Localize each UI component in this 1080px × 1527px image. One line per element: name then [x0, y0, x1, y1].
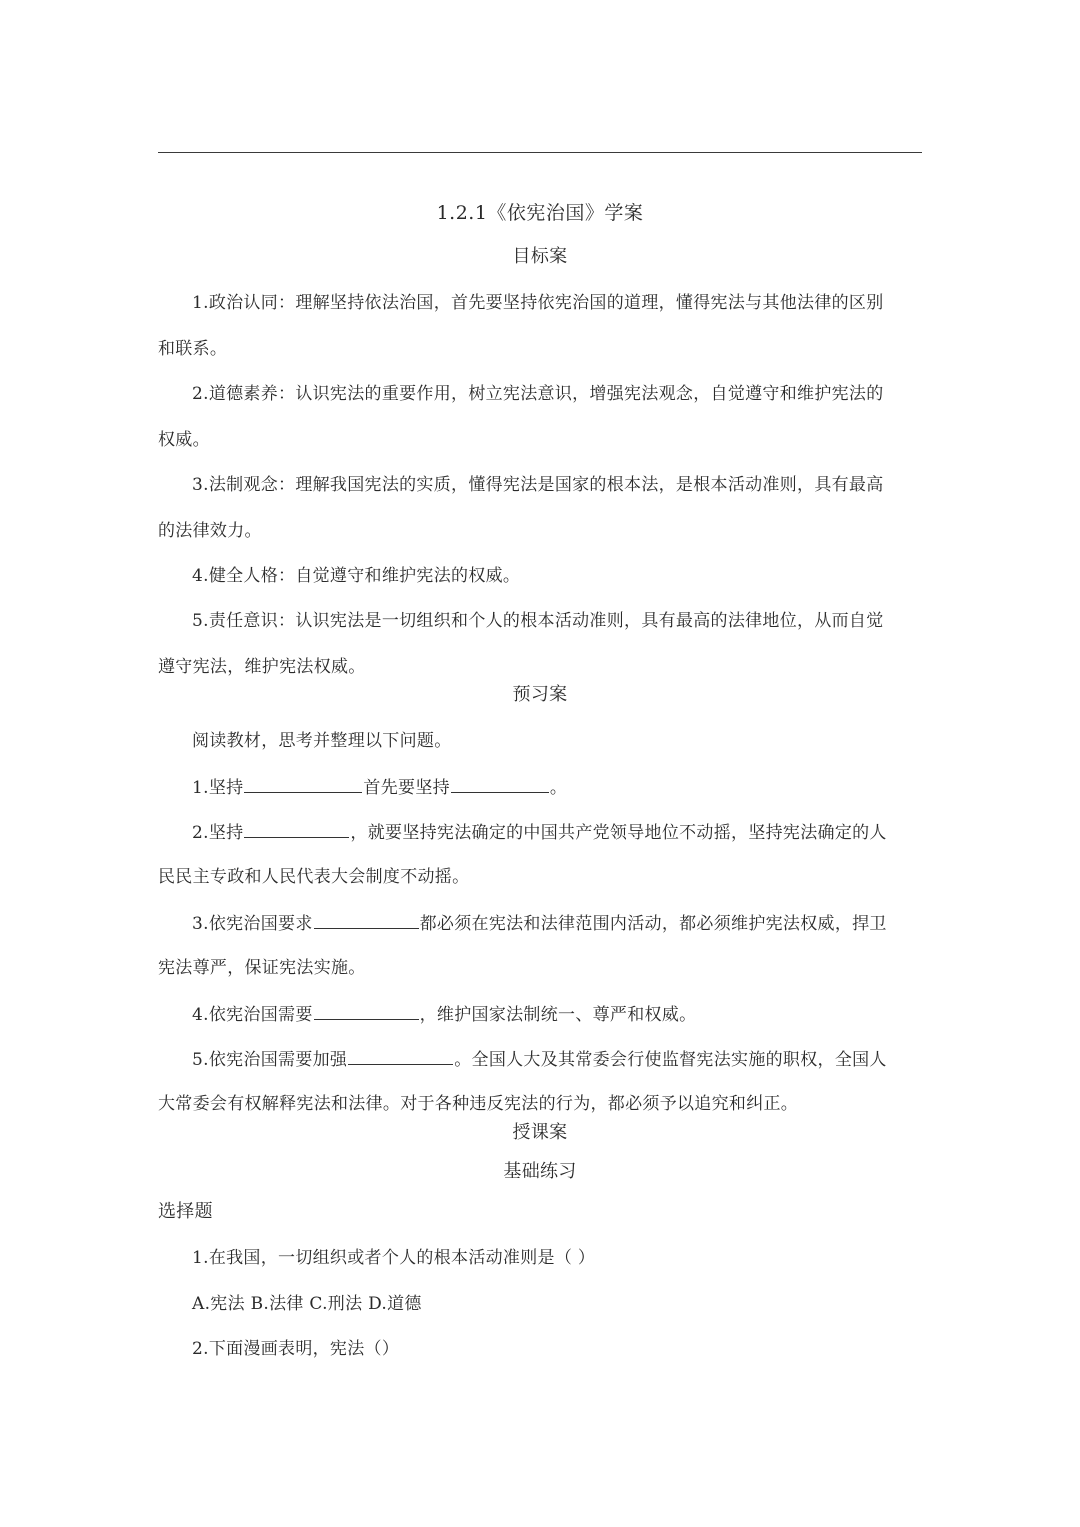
preview-q4-text-a: 4.依宪治国需要 — [192, 1005, 313, 1025]
preview-question-2 — [192, 819, 922, 845]
document-title: 1.2.1《依宪治国》学案 — [436, 202, 644, 224]
choice-questions-label: 选择题 — [158, 1201, 213, 1222]
choice-question-2: 2.下面漫画表明，宪法（） — [192, 1339, 400, 1359]
preview-question-3-line-2: 宪法尊严，保证宪法实施。 — [158, 958, 366, 978]
preview-question-4 — [192, 1001, 922, 1027]
preview-q5-text-a: 5.依宪治国需要加强 — [192, 1050, 348, 1070]
section-heading-preview: 预习案 — [512, 684, 568, 705]
section-heading-goals: 目标案 — [512, 246, 568, 267]
preview-q5-blank[interactable] — [348, 1046, 453, 1065]
preview-question-3 — [192, 910, 922, 936]
preview-question-5 — [192, 1046, 922, 1072]
goal-2-line-2: 权威。 — [158, 430, 210, 450]
preview-q4-text-b: ，维护国家法制统一、尊严和权威。 — [419, 1005, 697, 1025]
section-heading-lesson: 授课案 — [512, 1122, 568, 1143]
preview-q3-blank[interactable] — [314, 910, 419, 929]
goal-4-line-1: 4.健全人格：自觉遵守和维护宪法的权威。 — [192, 566, 521, 586]
goal-2-line-1: 2.道德素养：认识宪法的重要作用，树立宪法意识，增强宪法观念，自觉遵守和维护宪法的 — [192, 384, 884, 404]
preview-question-2-line-2: 民民主专政和人民代表大会制度不动摇。 — [158, 867, 470, 887]
preview-q4-blank[interactable] — [314, 1001, 419, 1020]
goal-3-line-1: 3.法制观念：理解我国宪法的实质，懂得宪法是国家的根本法，是根本活动准则，具有最高 — [192, 475, 884, 495]
preview-q3-text-a: 3.依宪治国要求 — [192, 914, 313, 934]
header-rule — [158, 152, 922, 153]
choice-question-1-options: A.宪法 B.法律 C.刑法 D.道德 — [192, 1294, 422, 1314]
preview-q1-text-a: 1.坚持 — [192, 778, 244, 798]
goal-1-line-2: 和联系。 — [158, 339, 228, 359]
preview-q2-text-a: 2.坚持 — [192, 823, 244, 843]
preview-q2-text-b: ，就要坚持宪法确定的中国共产党领导地位不动摇，坚持宪法确定的人 — [350, 823, 887, 843]
preview-intro: 阅读教材，思考并整理以下问题。 — [192, 731, 452, 751]
section-heading-basic: 基础练习 — [503, 1161, 577, 1182]
preview-q1-blank-1[interactable] — [244, 774, 362, 793]
preview-q1-text-b: 首先要坚持 — [363, 778, 450, 798]
goal-1-line-1: 1.政治认同：理解坚持依法治国，首先要坚持依宪治国的道理，懂得宪法与其他法律的区别 — [192, 293, 884, 313]
preview-q1-text-c: 。 — [549, 778, 568, 798]
preview-q3-text-b: 都必须在宪法和法律范围内活动，都必须维护宪法权威，捍卫 — [419, 914, 887, 934]
goal-3-line-2: 的法律效力。 — [158, 521, 262, 541]
preview-question-1 — [192, 774, 922, 800]
choice-question-1: 1.在我国，一切组织或者个人的根本活动准则是（ ） — [192, 1248, 596, 1268]
preview-q5-text-b: 。全国人大及其常委会行使监督宪法实施的职权，全国人 — [454, 1050, 887, 1070]
preview-q2-blank[interactable] — [244, 819, 349, 838]
preview-question-5-line-2: 大常委会有权解释宪法和法律。对于各种违反宪法的行为，都必须予以追究和纠正。 — [158, 1094, 799, 1114]
preview-q1-blank-2[interactable] — [451, 774, 549, 793]
goal-5-line-2: 遵守宪法，维护宪法权威。 — [158, 657, 366, 677]
goal-5-line-1: 5.责任意识：认识宪法是一切组织和个人的根本活动准则，具有最高的法律地位，从而自觉 — [192, 611, 884, 631]
